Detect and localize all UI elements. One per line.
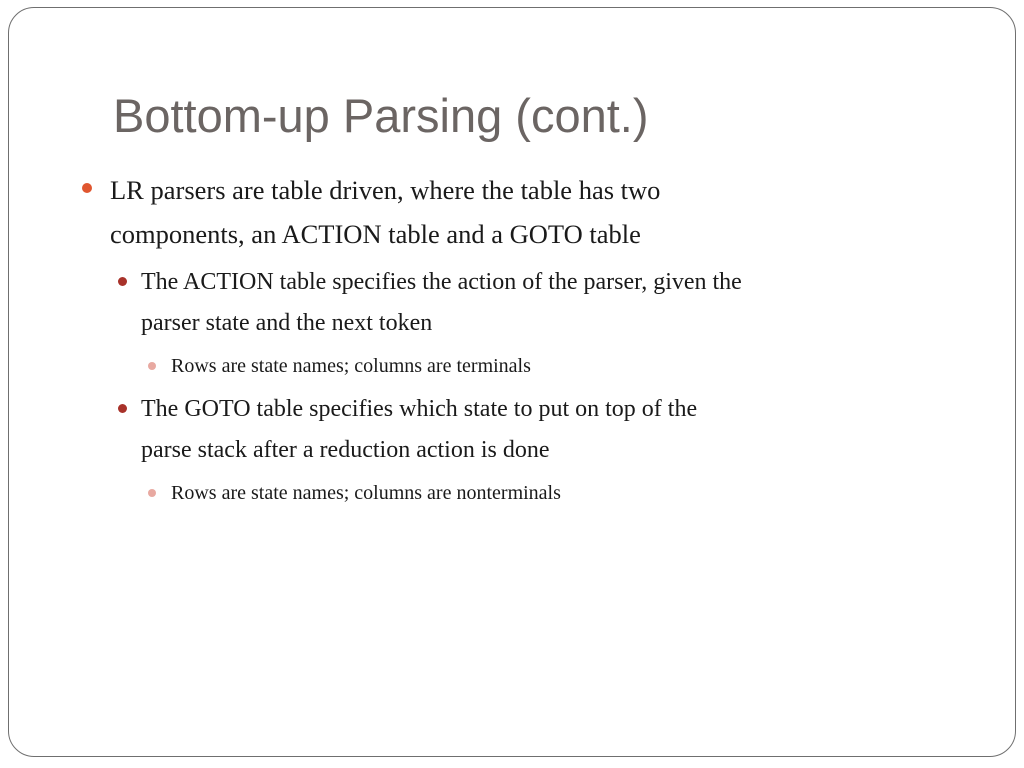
- bullet-line: Rows are state names; columns are nonterminals: [171, 482, 561, 504]
- bullet-item-goto-rows-columns: [171, 480, 871, 506]
- bullet-line: Rows are state names; columns are terminals: [171, 355, 531, 377]
- slide-title: Bottom-up Parsing (cont.): [113, 89, 649, 142]
- bullet-line: The GOTO table specifies which state to put on top of the: [141, 396, 698, 422]
- bullet-item-goto-table: [141, 389, 941, 471]
- bullet-line: components, an ACTION table and a GOTO table: [110, 219, 641, 249]
- bullet-dot-icon: [148, 489, 156, 497]
- bullet-item-action-table: [141, 262, 941, 344]
- bullet-line: The ACTION table specifies the action of the parser, given the: [141, 269, 742, 295]
- bullet-line: parser state and the next token: [141, 310, 433, 336]
- bullet-item-lr-parsers: [110, 168, 830, 256]
- bullet-item-action-rows-columns: [171, 353, 871, 379]
- bullet-dot-icon: [148, 362, 156, 370]
- bullet-line: LR parsers are table driven, where the table has two: [110, 175, 661, 205]
- bullet-dot-icon: [82, 183, 92, 193]
- bullet-dot-icon: [118, 277, 127, 286]
- bullet-line: parse stack after a reduction action is done: [141, 437, 550, 463]
- bullet-dot-icon: [118, 404, 127, 413]
